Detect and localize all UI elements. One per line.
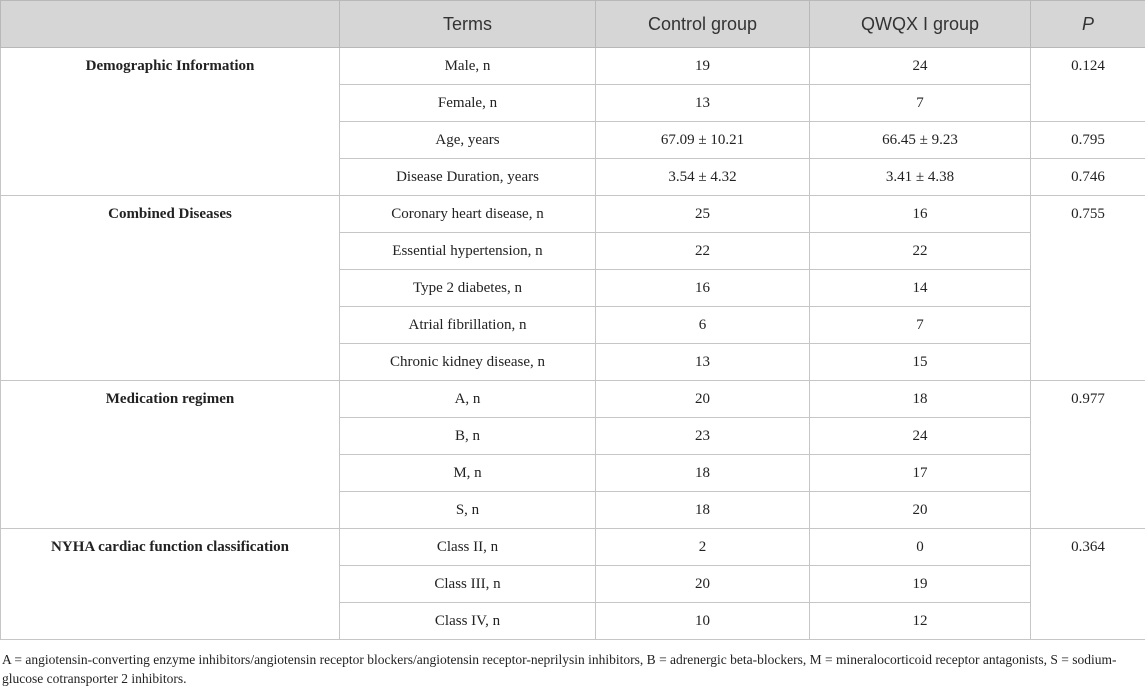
table-footnote: A = angiotensin-converting enzyme inhibitors/angiotensin receptor blockers/angiotensin receptor-neprilysin inhibitors, B = adrenergic beta-blockers, M = mineralocorticoid receptor antagonists, S = sodium-glucose cotransporter 2 inhibitors.	[2, 652, 1117, 686]
table-row	[1, 196, 1145, 233]
term-cell: Age, years	[340, 122, 596, 159]
qwqx-cell: 66.45 ± 9.23	[810, 122, 1031, 159]
qwqx-cell: 24	[810, 418, 1031, 455]
term-cell: Coronary heart disease, n	[340, 196, 596, 233]
p-value-cell: 0.364	[1031, 529, 1145, 640]
term-cell: Disease Duration, years	[340, 159, 596, 196]
qwqx-cell: 12	[810, 603, 1031, 640]
group-label-demographic: Demographic Information	[1, 48, 340, 196]
qwqx-cell: 19	[810, 566, 1031, 603]
term-cell: Type 2 diabetes, n	[340, 270, 596, 307]
control-cell: 23	[596, 418, 810, 455]
qwqx-cell: 7	[810, 307, 1031, 344]
header-qwqx-group: QWQX I group	[810, 1, 1031, 48]
control-cell: 13	[596, 85, 810, 122]
term-cell: Atrial fibrillation, n	[340, 307, 596, 344]
header-p-value: P	[1031, 1, 1145, 48]
term-cell: Class IV, n	[340, 603, 596, 640]
control-cell: 6	[596, 307, 810, 344]
qwqx-cell: 16	[810, 196, 1031, 233]
header-terms: Terms	[340, 1, 596, 48]
group-label-combined-diseases: Combined Diseases	[1, 196, 340, 381]
qwqx-cell: 17	[810, 455, 1031, 492]
term-cell: A, n	[340, 381, 596, 418]
control-cell: 22	[596, 233, 810, 270]
control-cell: 16	[596, 270, 810, 307]
term-cell: Chronic kidney disease, n	[340, 344, 596, 381]
term-cell: S, n	[340, 492, 596, 529]
table-row	[1, 48, 1145, 85]
term-cell: Class III, n	[340, 566, 596, 603]
control-cell: 13	[596, 344, 810, 381]
header-row	[1, 1, 1145, 48]
control-cell: 3.54 ± 4.32	[596, 159, 810, 196]
p-value-cell: 0.977	[1031, 381, 1145, 529]
qwqx-cell: 20	[810, 492, 1031, 529]
qwqx-cell: 18	[810, 381, 1031, 418]
p-value-cell: 0.124	[1031, 48, 1145, 122]
header-group-column	[1, 1, 340, 48]
control-cell: 25	[596, 196, 810, 233]
term-cell: Class II, n	[340, 529, 596, 566]
term-cell: B, n	[340, 418, 596, 455]
control-cell: 2	[596, 529, 810, 566]
header-control-group: Control group	[596, 1, 810, 48]
control-cell: 67.09 ± 10.21	[596, 122, 810, 159]
control-cell: 20	[596, 381, 810, 418]
qwqx-cell: 0	[810, 529, 1031, 566]
qwqx-cell: 22	[810, 233, 1031, 270]
p-value-cell: 0.795	[1031, 122, 1145, 159]
term-cell: Male, n	[340, 48, 596, 85]
table-row	[1, 381, 1145, 418]
control-cell: 20	[596, 566, 810, 603]
control-cell: 19	[596, 48, 810, 85]
qwqx-cell: 24	[810, 48, 1031, 85]
qwqx-cell: 3.41 ± 4.38	[810, 159, 1031, 196]
term-cell: Female, n	[340, 85, 596, 122]
control-cell: 18	[596, 492, 810, 529]
qwqx-cell: 15	[810, 344, 1031, 381]
p-value-cell: 0.755	[1031, 196, 1145, 381]
p-value-cell: 0.746	[1031, 159, 1145, 196]
table-row	[1, 529, 1145, 566]
qwqx-cell: 14	[810, 270, 1031, 307]
term-cell: Essential hypertension, n	[340, 233, 596, 270]
control-cell: 18	[596, 455, 810, 492]
qwqx-cell: 7	[810, 85, 1031, 122]
term-cell: M, n	[340, 455, 596, 492]
group-label-medication-regimen: Medication regimen	[1, 381, 340, 529]
group-label-nyha-classification: NYHA cardiac function classification	[1, 529, 340, 640]
control-cell: 10	[596, 603, 810, 640]
